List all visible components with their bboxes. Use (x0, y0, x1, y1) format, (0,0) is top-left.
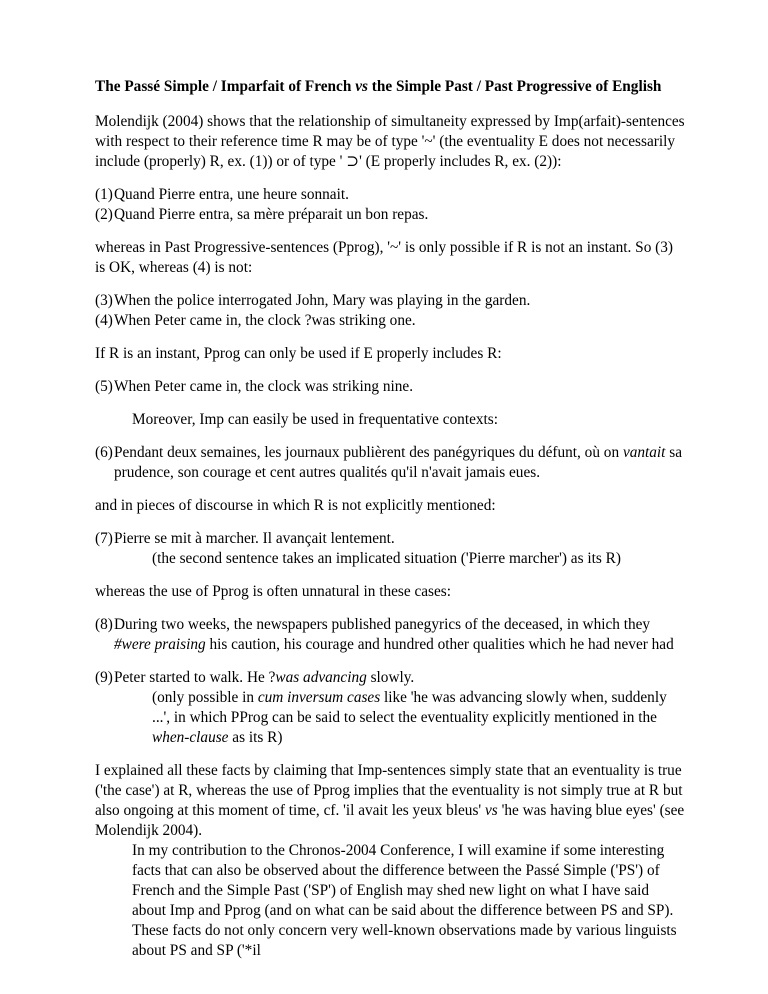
title-vs: vs (355, 78, 368, 95)
example-number: (9) (95, 669, 113, 686)
example-note: (the second sentence takes an implicated situation ('Pierre marcher') as its R) (152, 550, 621, 567)
paragraph-2: whereas in Past Progressive-sentences (Pprog), '~' is only possible if R is not an instant. So (3) is OK, whereas (4) is not: (95, 239, 674, 276)
paragraph-3: If R is an instant, Pprog can only be used if E properly includes R: (95, 345, 502, 362)
example-6 (95, 443, 685, 483)
paragraph-5: and in pieces of discourse in which R is not explicitly mentioned: (95, 497, 496, 514)
example-1 (95, 185, 685, 205)
title-part-3: the Simple Past / Past Progressive of English (367, 78, 662, 95)
title-part-1: The Passé Simple / Imparfait of French (95, 78, 356, 95)
example-number: (5) (95, 378, 113, 395)
example-number: (2) (95, 206, 113, 223)
example-number: (7) (95, 530, 113, 547)
example-4 (95, 311, 685, 331)
example-7 (95, 529, 685, 569)
example-text: Peter started to walk. He ?was advancing slowly. (114, 669, 415, 686)
example-text: When the police interrogated John, Mary was playing in the garden. (114, 292, 531, 309)
document-title (95, 77, 685, 97)
example-number: (1) (95, 186, 113, 203)
example-3 (95, 291, 685, 311)
document-page (95, 77, 685, 961)
example-5 (95, 377, 685, 397)
example-9 (95, 668, 685, 748)
example-2 (95, 205, 685, 225)
paragraph-7: I explained all these facts by claiming that Imp-sentences simply state that an eventuality is true ('the case') at R, whereas the use of Pprog implies that the eventuality is not simply true at R but also ongoing at this moment of time, cf. 'il avait les yeux bleus' vs 'he was having blue eyes' (see Molendijk 2004). (95, 762, 685, 839)
example-number: (4) (95, 312, 113, 329)
example-text: Pierre se mit à marcher. Il avançait lentement. (114, 530, 395, 547)
example-text: Quand Pierre entra, sa mère préparait un bon repas. (114, 206, 429, 223)
paragraph-6: whereas the use of Pprog is often unnatural in these cases: (95, 583, 451, 600)
example-note: (only possible in cum inversum cases like 'he was advancing slowly when, suddenly ...', in which PProg can be said to select the eventuality explicitly mentioned in the when-clause as its R) (152, 689, 667, 746)
example-text: When Peter came in, the clock was striking nine. (114, 378, 414, 395)
example-text: Quand Pierre entra, une heure sonnait. (114, 186, 349, 203)
example-text: Pendant deux semaines, les journaux publièrent des panégyriques du défunt, où on vantait sa prudence, son courage et cent autres qualités qu'il n'avait jamais eues. (114, 444, 683, 481)
paragraph-8: In my contribution to the Chronos-2004 Conference, I will examine if some interesting facts that can also be observed about the difference between the Passé Simple ('PS') of French and the Simple Past ('SP') of English may shed new light on what I have said about Imp and Pprog (and on what can be said about the difference between PS and SP). These facts do not only concern very well-known observations made by various linguists about PS and SP ('*il (132, 842, 677, 959)
example-text: During two weeks, the newspapers published panegyrics of the deceased, in which they #were praising his caution, his courage and hundred other qualities which he had never had (114, 616, 674, 653)
example-8 (95, 615, 685, 655)
paragraph-4: Moreover, Imp can easily be used in frequentative contexts: (132, 411, 498, 428)
example-number: (8) (95, 616, 113, 633)
paragraph-1: Molendijk (2004) shows that the relationship of simultaneity expressed by Imp(arfait)-sentences with respect to their reference time R may be of type '~' (the eventuality E does not necessarily include (properly) R, ex. (1)) or of type ' ⊃' (E properly includes R, ex. (2)): (95, 113, 685, 170)
example-text: When Peter came in, the clock ?was striking one. (114, 312, 416, 329)
example-number: (6) (95, 444, 113, 461)
example-number: (3) (95, 292, 113, 309)
